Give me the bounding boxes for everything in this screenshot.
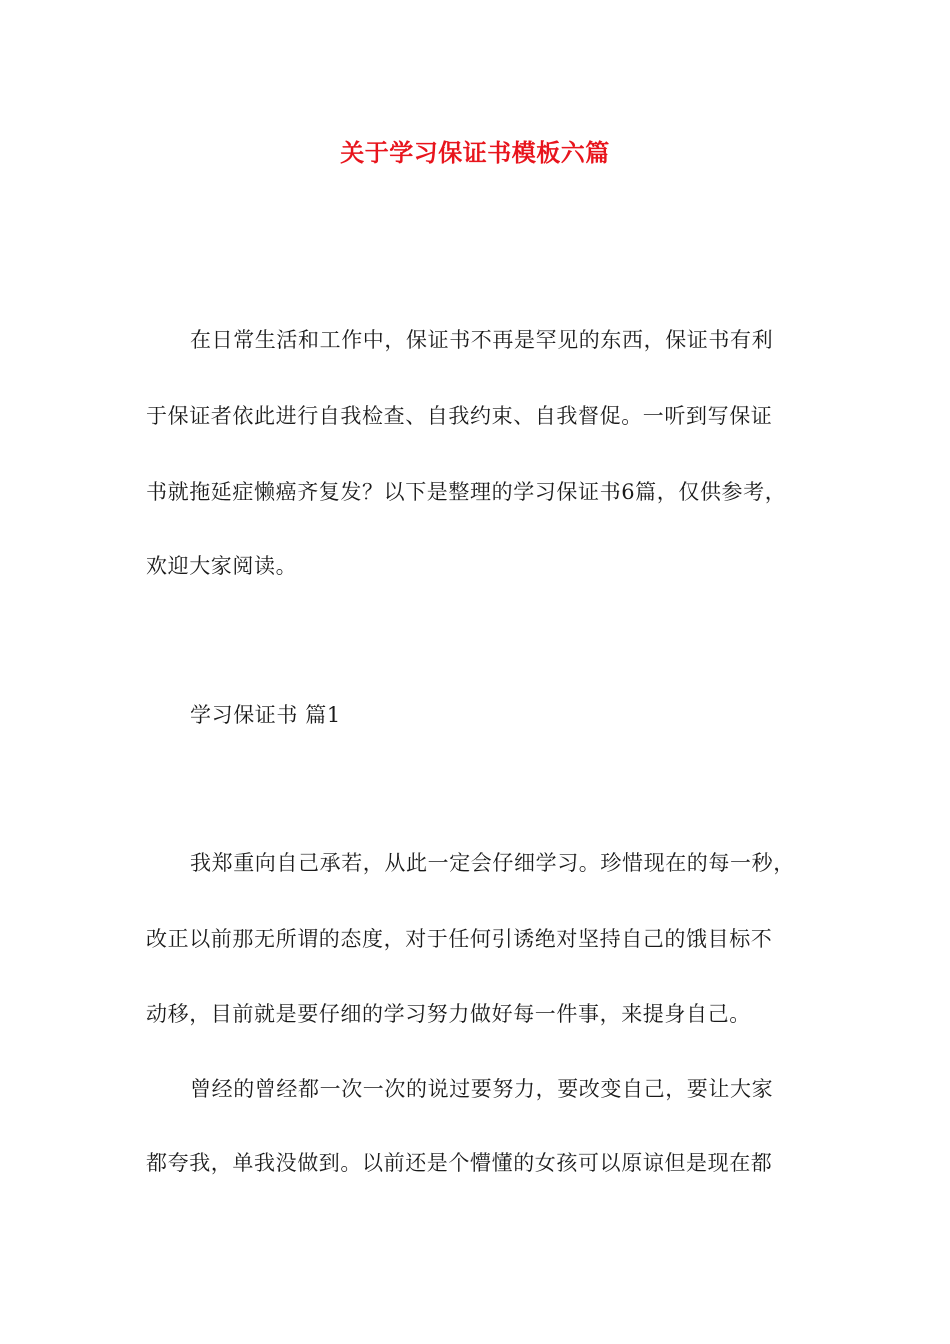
body-paragraph-1-line-1: 我郑重向自己承若，从此一定会仔细学习。珍惜现在的每一秒， [190,851,795,875]
document-title: 关于学习保证书模板六篇 [340,138,610,167]
section-heading: 学习保证书 篇1 [190,703,341,727]
body-paragraph-1-line-2: 改正以前那无所谓的态度，对于任何引诱绝对坚持自己的饿目标不 [146,927,773,951]
body-paragraph-1-line-3: 动移，目前就是要仔细的学习努力做好每一件事，来提身自己。 [146,1002,751,1026]
intro-line-2: 于保证者依此进行自我检查、自我约束、自我督促。一听到写保证 [146,404,773,428]
body-paragraph-2-line-1: 曾经的曾经都一次一次的说过要努力，要改变自己，要让大家 [190,1077,774,1101]
intro-line-4: 欢迎大家阅读。 [146,554,298,578]
intro-line-3: 书就拖延症懒癌齐复发？以下是整理的学习保证书6篇，仅供参考， [146,480,787,504]
body-paragraph-2-line-2: 都夸我，单我没做到。以前还是个懵懂的女孩可以原谅但是现在都 [146,1151,773,1175]
intro-line-1: 在日常生活和工作中，保证书不再是罕见的东西，保证书有利 [190,328,774,352]
